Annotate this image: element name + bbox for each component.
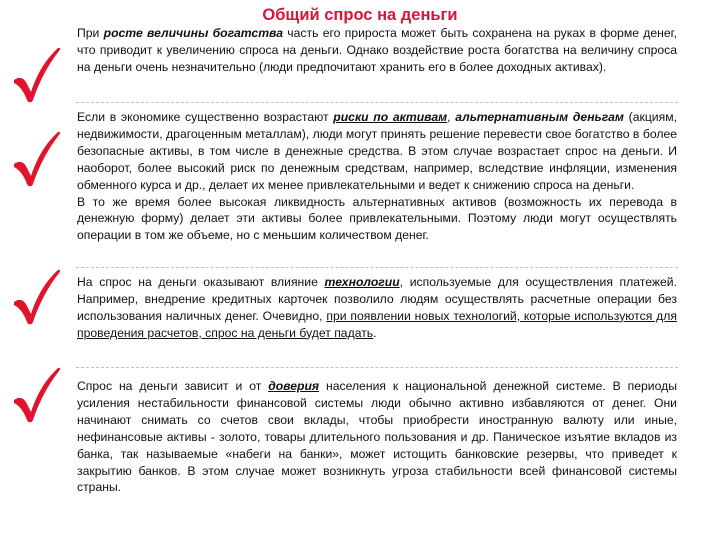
text: часть его прироста может быть сохранена на руках в форме денег, что приводит к увеличению спроса на деньги. Однако воздействие роста богатства на величину спроса на деньги очень незначительно (люди предпочитают хранить его в более доходных активах). [77, 26, 678, 74]
text: При [77, 26, 104, 40]
check-mark-icon [12, 130, 62, 188]
page-title: Общий спрос на деньги [262, 6, 458, 24]
emphasis: альтернативным деньгам [455, 110, 624, 124]
text: Если в экономике существенно возрастают [77, 110, 334, 124]
text: На спрос на деньги оказывают влияние [77, 275, 325, 289]
check-mark-icon [12, 366, 62, 424]
check-mark-icon [12, 268, 62, 326]
emphasis: риски по активам [333, 110, 448, 124]
emphasis: росте величины богатства [103, 26, 284, 40]
text: . [373, 325, 377, 340]
emphasis: технологии [324, 275, 400, 289]
text: , используемые для осуществления платежей. Например, внедрение кредитных карточек позволило людям осуществлять расчетные операции без использования наличных денег. Очевидно, [77, 275, 677, 323]
paragraph-technology [77, 274, 677, 342]
check-mark-icon [12, 46, 62, 104]
paragraph-liquidity: В то же время более высокая ликвидность альтернативных активов (возможность их перевода в денежную форму) делает эти активы более привлекательными. Поэтому люди могут осуществлять операции в том же объеме, но с меньшим количеством денег. [77, 194, 677, 243]
paragraph-wealth [77, 25, 677, 76]
paragraph-trust [77, 378, 677, 496]
divider [76, 102, 678, 103]
underlined-text: при появлении новых технологий, которые используются для проведения расчетов, спрос на деньги будет падать [77, 308, 677, 340]
text: , [447, 110, 456, 124]
text: (акциям, недвижимости, драгоценным металлам), люди могут принять решение перевести свое богатство в более безопасные активы, в том числе в денежные средства. В этом случае возрастает спрос на деньги. И наоборот, более высокий риск по денежным средствам, например, вследствие инфляции, изменения обменного курса и др., делает их менее привлекательными и ведет к снижению спроса на деньги. [77, 110, 677, 192]
divider [76, 267, 678, 268]
text: населения к национальной денежной системе. В периоды усиления нестабильности финансовой системы люди обычно активно избавляются от денег. Они начинают снимать со счетов свои вклады, чтобы приобрести иностранную валюту или иные, нефинансовые активы - золото, товары длительного пользования и др. Паническое изъятие вкладов из банка, так называемые «набеги на банки», может истощить банковские резервы, что приведет к закрытию банков. В этом случае может возникнуть угроза стабильности всей финансовой системы страны. [77, 379, 677, 495]
divider [76, 367, 678, 368]
paragraph-risks [77, 109, 677, 244]
emphasis: доверия [268, 379, 320, 393]
text: Спрос на деньги зависит и от [77, 379, 269, 393]
